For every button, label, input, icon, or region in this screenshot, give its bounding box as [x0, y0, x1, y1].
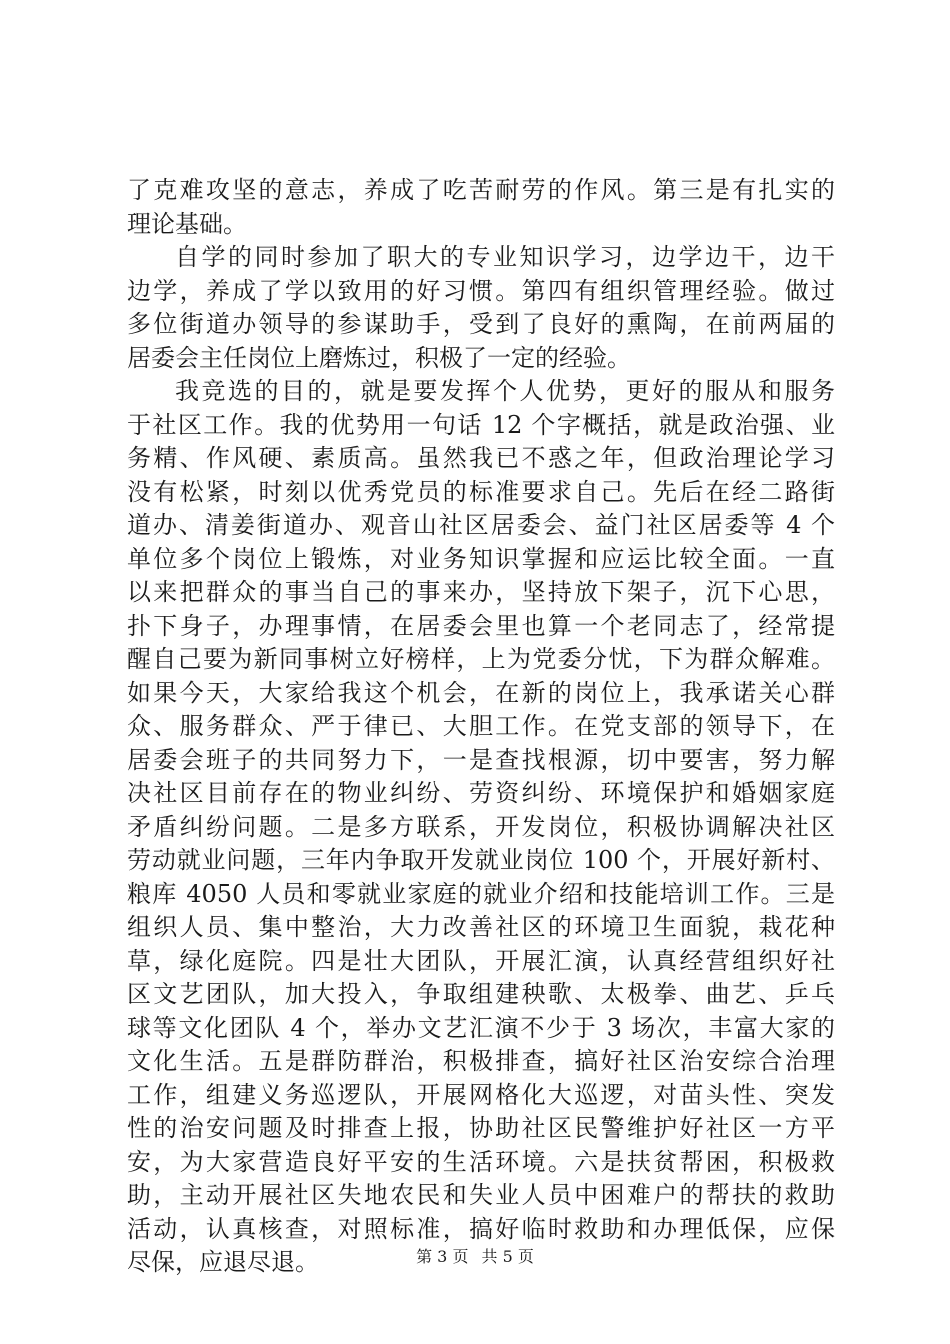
text-line: 性的治安问题及时排查上报，协助社区民警维护好社区一方平	[127, 1114, 835, 1142]
text-line: 没有松紧，时刻以优秀党员的标准要求自己。先后在经二路街	[127, 477, 835, 506]
body-text	[127, 174, 835, 1280]
page-number: 第 3 页	[416, 1247, 469, 1266]
text-line: 草，绿化庭院。四是壮大团队，开展汇演，认真经营组织好社	[127, 946, 835, 975]
text-line: 以来把群众的事当自己的事来办，坚持放下架子，沉下心思，	[127, 578, 835, 606]
text-line: 活动，认真核查，对照标准，搞好临时救助和办理低保，应保	[127, 1214, 835, 1243]
text-line: 球等文化团队 4 个，举办文艺汇演不少于 3 场次，丰富大家的	[127, 1013, 835, 1042]
text-line: 众、服务群众、严于律已、大胆工作。在党支部的领导下，在	[127, 712, 835, 740]
text-line: 扑下身子，办理事情，在居委会里也算一个老同志了，经常提	[127, 611, 835, 640]
page-footer	[0, 1247, 950, 1267]
text-line: 居委会班子的共同努力下，一是查找根源，切中要害，努力解	[127, 745, 835, 774]
text-line: 于社区工作。我的优势用一句话 12 个字概括，就是政治强、业	[127, 410, 835, 439]
text-line: 单位多个岗位上锻炼，对业务知识掌握和应运比较全面。一直	[127, 544, 835, 573]
paragraph-first-line: 自学的同时参加了职大的专业知识学习，边学边干，边干	[175, 243, 835, 271]
text-line: 工作，组建义务巡逻队，开展网格化大巡逻，对苗头性、突发	[127, 1080, 835, 1109]
text-line: 边学，养成了学以致用的好习惯。第四有组织管理经验。做过	[127, 276, 835, 305]
text-line: 理论基础。	[127, 209, 247, 238]
text-line: 矛盾纠纷问题。二是多方联系，开发岗位，积极协调解决社区	[127, 812, 835, 841]
text-line: 务精、作风硬、素质高。虽然我已不惑之年，但政治理论学习	[127, 444, 835, 472]
paragraph-first-line: 我竞选的目的，就是要发挥个人优势，更好的服从和服务	[175, 377, 835, 405]
text-line: 文化生活。五是群防群治，积极排查，搞好社区治安综合治理	[127, 1047, 835, 1075]
text-line: 粮库 4050 人员和零就业家庭的就业介绍和技能培训工作。三是	[127, 879, 835, 908]
text-line: 安，为大家营造良好平安的生活环境。六是扶贫帮困，积极救	[127, 1147, 835, 1176]
text-line: 居委会主任岗位上磨炼过，积极了一定的经验。	[127, 343, 631, 372]
text-line: 多位街道办领导的参谋助手，受到了良好的熏陶，在前两届的	[127, 310, 835, 338]
text-line: 区文艺团队，加大投入，争取组建秧歌、太极拳、曲艺、乒乓	[127, 980, 835, 1008]
page-total: 共 5 页	[481, 1247, 534, 1266]
text-line: 醒自己要为新同事树立好榜样，上为党委分忧，下为群众解难。	[127, 645, 835, 673]
text-line: 道办、清姜街道办、观音山社区居委会、益门社区居委等 4 个	[127, 511, 835, 539]
text-line: 如果今天，大家给我这个机会，在新的岗位上，我承诺关心群	[127, 678, 835, 707]
text-line: 了克难攻坚的意志，养成了吃苦耐劳的作风。第三是有扎实的	[127, 176, 835, 204]
text-line: 决社区目前存在的物业纠纷、劳资纠纷、环境保护和婚姻家庭	[127, 779, 835, 807]
text-line: 劳动就业问题，三年内争取开发就业岗位 100 个，开展好新村、	[127, 846, 835, 874]
text-line: 尽保，应退尽退。	[127, 1248, 319, 1276]
text-line: 组织人员、集中整治，大力改善社区的环境卫生面貌，栽花种	[127, 913, 835, 941]
text-line: 助，主动开展社区失地农民和失业人员中困难户的帮扶的救助	[127, 1181, 835, 1209]
